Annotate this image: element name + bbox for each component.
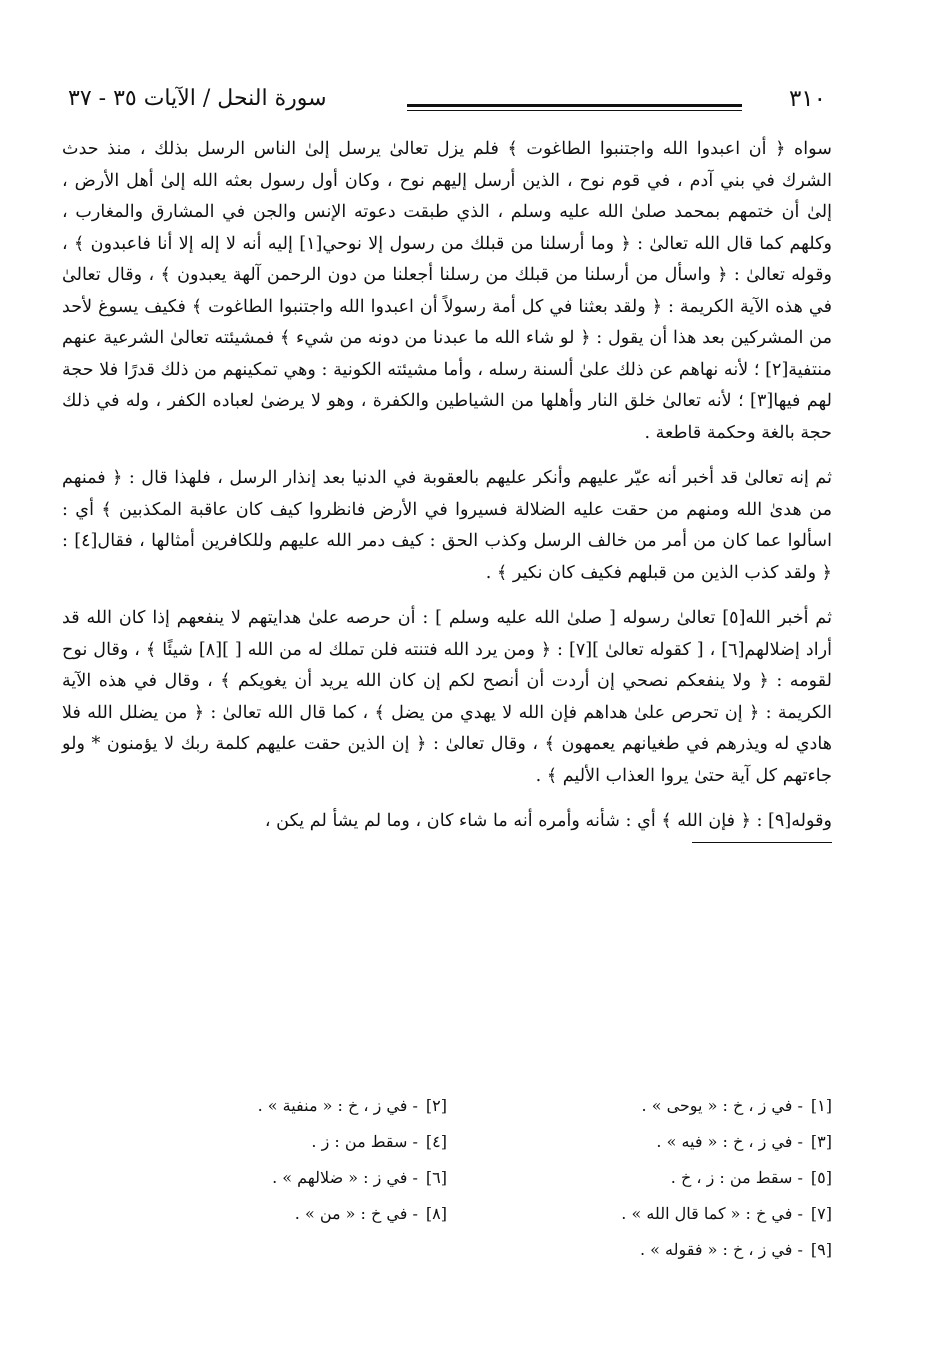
footnote-6: [٦]- في ز : « ضلالهم » . <box>272 1168 447 1187</box>
footnote-5: [٥]- سقط من : ز ، خ . <box>670 1168 832 1187</box>
footnote-7: [٧]- في خ : « كما قال الله » . <box>621 1204 832 1223</box>
paragraph-1: سواه ﴿ أن اعبدوا الله واجتنبوا الطاغوت ﴾ فلم يزل تعالىٰ يرسل إلىٰ الناس الرسل بذلك ، منذ حدث الشرك في بني آدم ، في قوم نوح ، الذين أرسل إليهم نوح ، وكان أول رسول بعثه الله إلىٰ أهل الأرض ، إلىٰ أن ختمهم بمحمد صلىٰ الله عليه وسلم ، الذي طبقت دعوته الإنس والجن في المشارق والمغارب ، وكلهم كما قال الله تعالىٰ : ﴿ وما أرسلنا من قبلك من رسول إلا نوحي[١] إليه أنه لا إله إلا أنا فاعبدون ﴾ ، وقوله تعالىٰ : ﴿ واسأل من أرسلنا من قبلك من رسلنا أجعلنا من دون الرحمن آلهة يعبدون ﴾ ، وقال تعالىٰ في هذه الآية الكريمة : ﴿ ولقد بعثنا في كل أمة رسولاً أن اعبدوا الله واجتنبوا الطاغوت ﴾ فكيف يسوغ لأحد من المشركين بعد هذا أن يقول : ﴿ لو شاء الله ما عبدنا من دونه من شيء ﴾ فمشيئته تعالىٰ الشرعية عنهم منتفية[٢] ؛ لأنه نهاهم عن ذلك علىٰ ألسنة رسله ، وأما مشيئته الكونية : وهي تمكينهم من ذلك قدرًا فلا حجة لهم فيها[٣] ؛ لأنه تعالىٰ خلق النار وأهلها من الشياطين والكفرة ، وهو لا يرضىٰ لعباده الكفر ، وله في ذلك حجة بالغة وحكمة قاطعة . <box>62 139 833 443</box>
footnote-row <box>62 1196 832 1232</box>
running-header <box>62 82 832 120</box>
header-rule-thin <box>407 110 742 111</box>
running-title: سورة النحل / الآيات ٣٥ - ٣٧ <box>68 86 327 111</box>
footnote-row <box>62 1088 832 1124</box>
footnote-3: [٣]- في ز ، خ : « فيه » . <box>656 1132 832 1151</box>
footnote-9: [٩]- في ز ، خ : « فقوله » . <box>640 1240 832 1259</box>
paragraph-2: ثم إنه تعالىٰ قد أخبر أنه عيّر عليهم وأنكر عليهم بالعقوبة في الدنيا بعد إنذار الرسل ، فلهذا قال : ﴿ فمنهم من هدىٰ الله ومنهم من حقت عليه الضلالة فسيروا في الأرض فانظروا كيف كان عاقبة المكذبين ﴾ أي : اسألوا عما كان من أمر من خالف الرسل وكذب الحق : كيف دمر الله عليهم وللكافرين أمثالها ، فقال[٤] : ﴿ ولقد كذب الذين من قبلهم فكيف كان نكير ﴾ . <box>62 468 832 583</box>
footnote-row <box>62 1232 832 1268</box>
footnote-row <box>62 1124 832 1160</box>
footnote-8: [٨]- في خ : « من » . <box>294 1204 447 1223</box>
page-number: ٣١٠ <box>788 86 826 112</box>
page <box>62 82 832 843</box>
body-text <box>62 134 832 843</box>
footnote-2: [٢]- في ز ، خ : « منفية » . <box>257 1096 447 1115</box>
footnote-1: [١]- في ز ، خ : « يوحى » . <box>641 1096 832 1115</box>
paragraph-3: ثم أخبر الله[٥] تعالىٰ رسوله [ صلىٰ الله عليه وسلم ] : أن حرصه علىٰ هدايتهم لا ينفعهم إذا كان الله قد أراد إضلالهم[٦] ، [ كقوله تعالىٰ ][٧] : ﴿ ومن يرد الله فتنته فلن تملك له من الله [ ][٨] شيئًا ﴾ ، وقال نوح لقومه : ﴿ ولا ينفعكم نصحي إن أردت أن أنصح لكم إن كان الله يريد أن يغويكم ﴾ ، وقال في هذه الآية الكريمة : ﴿ إن تحرص علىٰ هداهم فإن الله لا يهدي من يضل ﴾ ، كما قال الله تعالىٰ : ﴿ من يضلل الله فلا هادي له ويذرهم في طغيانهم يعمهون ﴾ ، وقال تعالىٰ : ﴿ إن الذين حقت عليهم كلمة ربك لا يؤمنون * ولو جاءتهم كل آية حتىٰ يروا العذاب الأليم ﴾ . <box>62 608 832 786</box>
footnote-separator <box>692 842 832 843</box>
footnotes <box>62 1088 832 1268</box>
footnote-4: [٤]- سقط من : ز . <box>311 1132 447 1151</box>
paragraph-4: وقوله[٩] : ﴿ فإن الله ﴾ أي : شأنه وأمره أنه ما شاء كان ، وما لم يشأ لم يكن ، <box>264 811 832 831</box>
footnote-row <box>62 1160 832 1196</box>
header-rule <box>407 104 742 107</box>
